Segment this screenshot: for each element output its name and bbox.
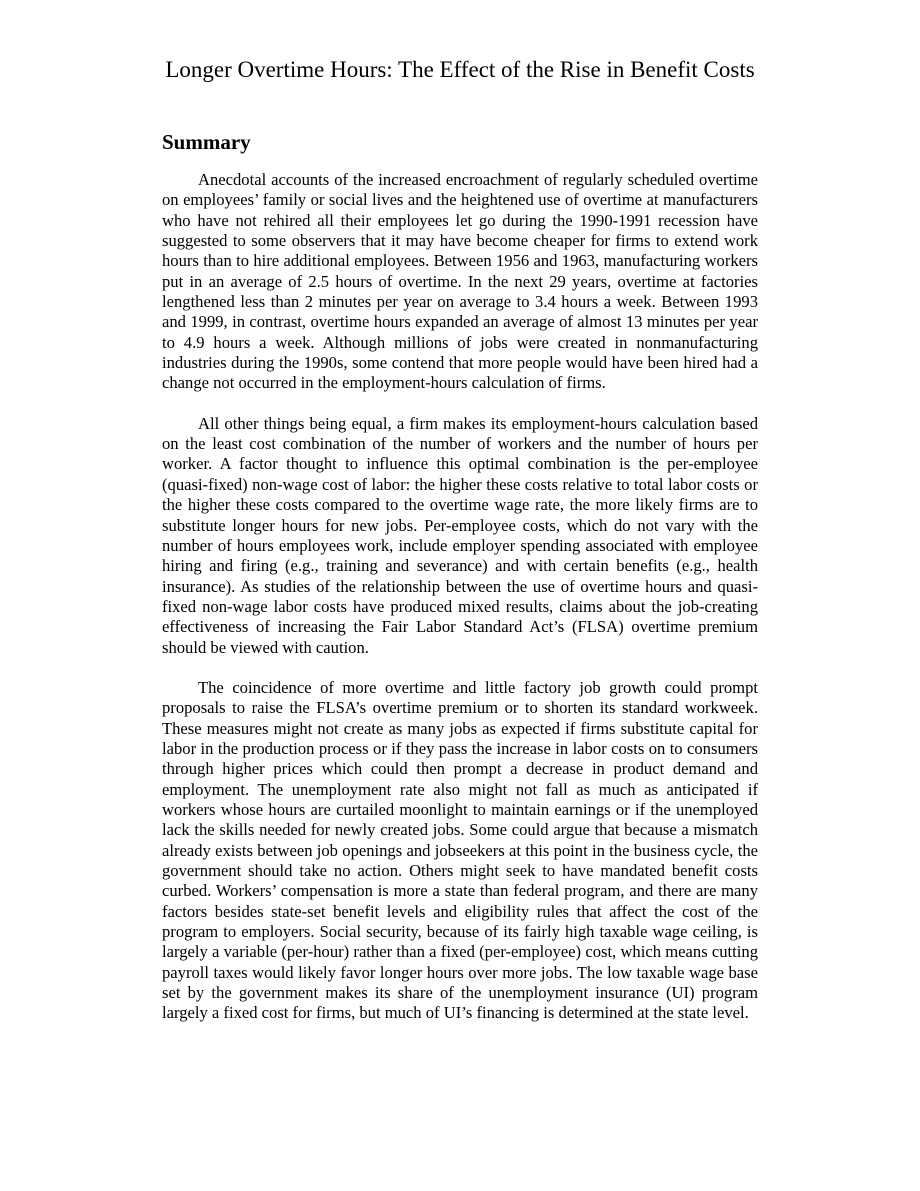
section-heading-summary: Summary — [162, 130, 251, 154]
paragraph: Anecdotal accounts of the increased encroachment of regularly scheduled overtime on employees’ family or social lives and the heightened use of overtime at manufacturers who have not rehired all their employees let go during the 1990-1991 recession have suggested to some observers that it may have become cheaper for firms to extend work hours than to hire additional employees. Between 1956 and 1963, manufacturing workers put in an average of 2.5 hours of overtime. In the next 29 years, overtime at factories lengthened less than 2 minutes per year on average to 3.4 hours a week. Between 1993 and 1999, in contrast, overtime hours expanded an average of almost 13 minutes per year to 4.9 hours a week. Although millions of jobs were created in nonmanufacturing industries during the 1990s, some contend that more people would have been hired had a change not occurred in the employment-hours calculation of firms. — [162, 170, 758, 393]
document-page — [162, 56, 758, 1024]
paragraph: The coincidence of more overtime and little factory job growth could prompt proposals to raise the FLSA’s overtime premium or to shorten its standard workweek. These measures might not create as many jobs as expected if firms substitute capital for labor in the production process or if they pass the increase in labor costs on to consumers through higher prices which could then prompt a decrease in product demand and employment. The unemployment rate also might not fall as much as anticipated if workers whose hours are curtailed moonlight to maintain earnings or if the unemployed lack the skills needed for newly created jobs. Some could argue that because a mismatch already exists between job openings and jobseekers at this point in the business cycle, the government should take no action. Others might seek to have mandated benefit costs curbed. Workers’ compensation is more a state than federal program, and there are many factors besides state-set benefit levels and eligibility rules that affect the cost of the program to employers. Social security, because of its fairly high taxable wage ceiling, is largely a variable (per-hour) rather than a fixed (per-employee) cost, which means cutting payroll taxes would likely favor longer hours over more jobs. The low taxable wage base set by the government makes its share of the unemployment insurance (UI) program largely a fixed cost for firms, but much of UI’s financing is determined at the state level. — [162, 677, 758, 1023]
document-title: Longer Overtime Hours: The Effect of the Rise in Benefit Costs — [165, 57, 755, 82]
paragraph: All other things being equal, a firm makes its employment-hours calculation based on the least cost combination of the number of workers and the number of hours per worker. A factor thought to influence this optimal combination is the per-employee (quasi-fixed) non-wage cost of labor: the higher these costs relative to total labor costs or the higher these costs compared to the overtime wage rate, the more likely firms are to substitute longer hours for new jobs. Per-employee costs, which do not vary with the number of hours employees work, include employer spending associated with employee hiring and firing (e.g., training and severance) and with certain benefits (e.g., health insurance). As studies of the relationship between the use of overtime hours and quasi-fixed non-wage labor costs have produced mixed results, claims about the job-creating effectiveness of increasing the Fair Labor Standard Act’s (FLSA) overtime premium should be viewed with caution. — [162, 413, 758, 657]
